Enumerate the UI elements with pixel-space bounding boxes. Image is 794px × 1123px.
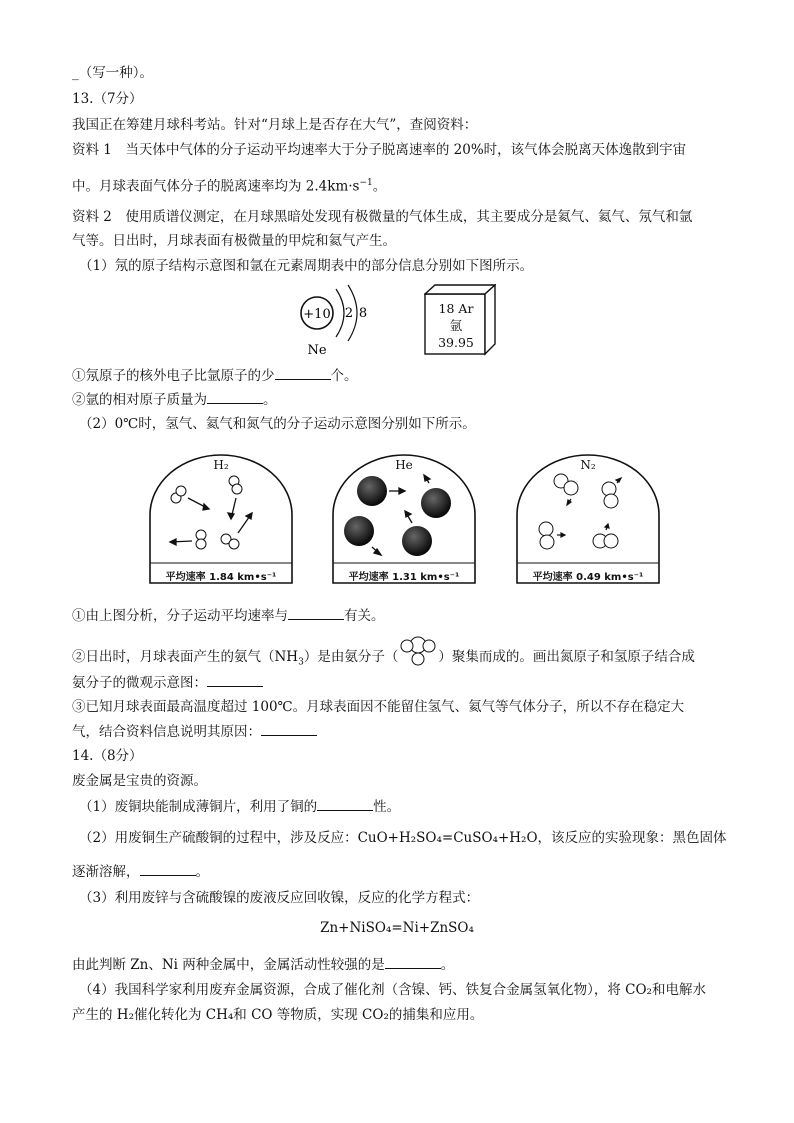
answer-blank[interactable] [207,673,263,687]
argon-periodic-cell [424,284,496,356]
neon-symbol: Ne [307,343,327,358]
argon-mass: 39.95 [438,335,474,350]
question-14-part-2-line-1: （2）用废铜生产硫酸铜的过程中，涉及反应：CuO+H₂SO₄=CuSO₄+H₂O，该反应的实验现象：黑色固体 [79,830,727,846]
question-14-part-4-line-2: 产生的 H₂催化转化为 CH₄和 CO 等物质，实现 CO₂的捕集和应用。 [72,1007,484,1023]
question-14-part-3: （3）利用废锌与含硫酸镍的废液反应回收镍，反应的化学方程式： [79,890,480,906]
helium-motion-jar [329,453,479,585]
reference-2-line-1: 资料 2 使用质谱仪测定，在月球黑暗处发现有极微量的气体生成，其主要成分是氦气、氦气、氖气和氩 [72,209,693,225]
reference-1-line-1: 资料 1 当天体中气体的分子运动平均速率大于分子脱离速率的 20%时，该气体会脱离天体逸散到宇宙 [72,142,687,158]
nitrogen-motion-jar [513,453,663,585]
question-13-intro: 我国正在筹建月球科考站。针对“月球上是否存在大气”，查阅资料： [72,117,478,133]
answer-blank[interactable] [275,366,331,380]
hydrogen-motion-jar [146,453,296,585]
part-1-question-1: ①氖原子的核外电子比氩原子的少 个。 [72,368,358,384]
neon-shell-1: 2 [344,306,354,321]
part-2-question-1: ①由上图分析，分子运动平均速率与 有关。 [72,608,385,624]
jar-speed-label: 平均速率 1.31 km•s⁻¹ [348,572,460,583]
part-2-prompt: （2）0℃时，氢气、氦气和氮气的分子运动示意图分别如下所示。 [79,416,476,432]
part-2-question-3-line-2: 气，结合资料信息说明其原因： [72,722,317,741]
answer-blank[interactable] [317,797,373,811]
jar-title: He [395,458,413,472]
answer-blank[interactable] [207,390,263,404]
answer-blank[interactable] [261,722,317,736]
part-1-question-2: ②氩的相对原子质量为 。 [72,392,277,408]
reference-2-line-2: 气等。日出时，月球表面有极微量的甲烷和氦气产生。 [72,233,396,249]
neon-nucleus: +10 [303,307,331,322]
question-14-part-3-question: 由此判断 Zn、Ni 两种金属中，金属活动性较强的是 。 [72,957,455,973]
reference-1-line-2: 中。月球表面气体分子的脱离速率均为 $2.4km\cdot s^{-1}$。 [72,178,387,195]
neon-shell-2: 8 [358,306,368,321]
argon-number-symbol: 18 Ar [438,301,474,316]
answer-blank[interactable] [288,606,344,620]
jar-title: N₂ [580,458,596,472]
answer-blank[interactable] [385,955,441,969]
question-14-intro: 废金属是宝贵的资源。 [72,773,207,789]
part-2-question-3-line-1: ③已知月球表面最高温度超过 100℃。月球表面因不能留住氢气、氦气等气体分子，所以不存在稳定大 [72,699,685,715]
jar-title: H₂ [213,458,229,472]
argon-name: 氩 [449,318,463,333]
jar-speed-label: 平均速率 1.84 km•s⁻¹ [165,572,277,583]
question-14-part-1: （1）废铜块能制成薄铜片，利用了铜的 性。 [79,799,401,815]
part-2-question-2-line-1: ②日出时，月球表面产生的氨气$(NH_3)$是由氨分子（ ）聚集而成的。画出氮原子和氢原子结合成 [72,648,695,672]
ammonia-molecule-icon [398,649,438,667]
question-14-part-4-line-1: （4）我国科学家利用废弃金属资源，合成了催化剂（含镍、钙、铁复合金属氢氧化物），将 CO₂和电解水 [79,982,706,998]
jar-speed-label: 平均速率 0.49 km•s⁻¹ [532,572,644,583]
zinc-nickel-equation: Zn+NiSO₄=Ni+ZnSO₄ [320,920,474,936]
part-2-question-2-line-2: 氨分子的微观示意图： [72,673,263,692]
neon-atom-diagram [296,283,386,361]
line-write-one: _（写一种）。 [72,65,153,81]
question-14-part-2-line-2: 逐渐溶解， 。 [72,864,209,880]
question-13-header: 13.（7分） [72,91,143,107]
answer-blank[interactable] [140,862,196,876]
question-14-header: 14.（8分） [72,748,143,764]
part-1-prompt: （1）氖的原子结构示意图和氩在元素周期表中的部分信息分别如下图所示。 [79,258,534,274]
